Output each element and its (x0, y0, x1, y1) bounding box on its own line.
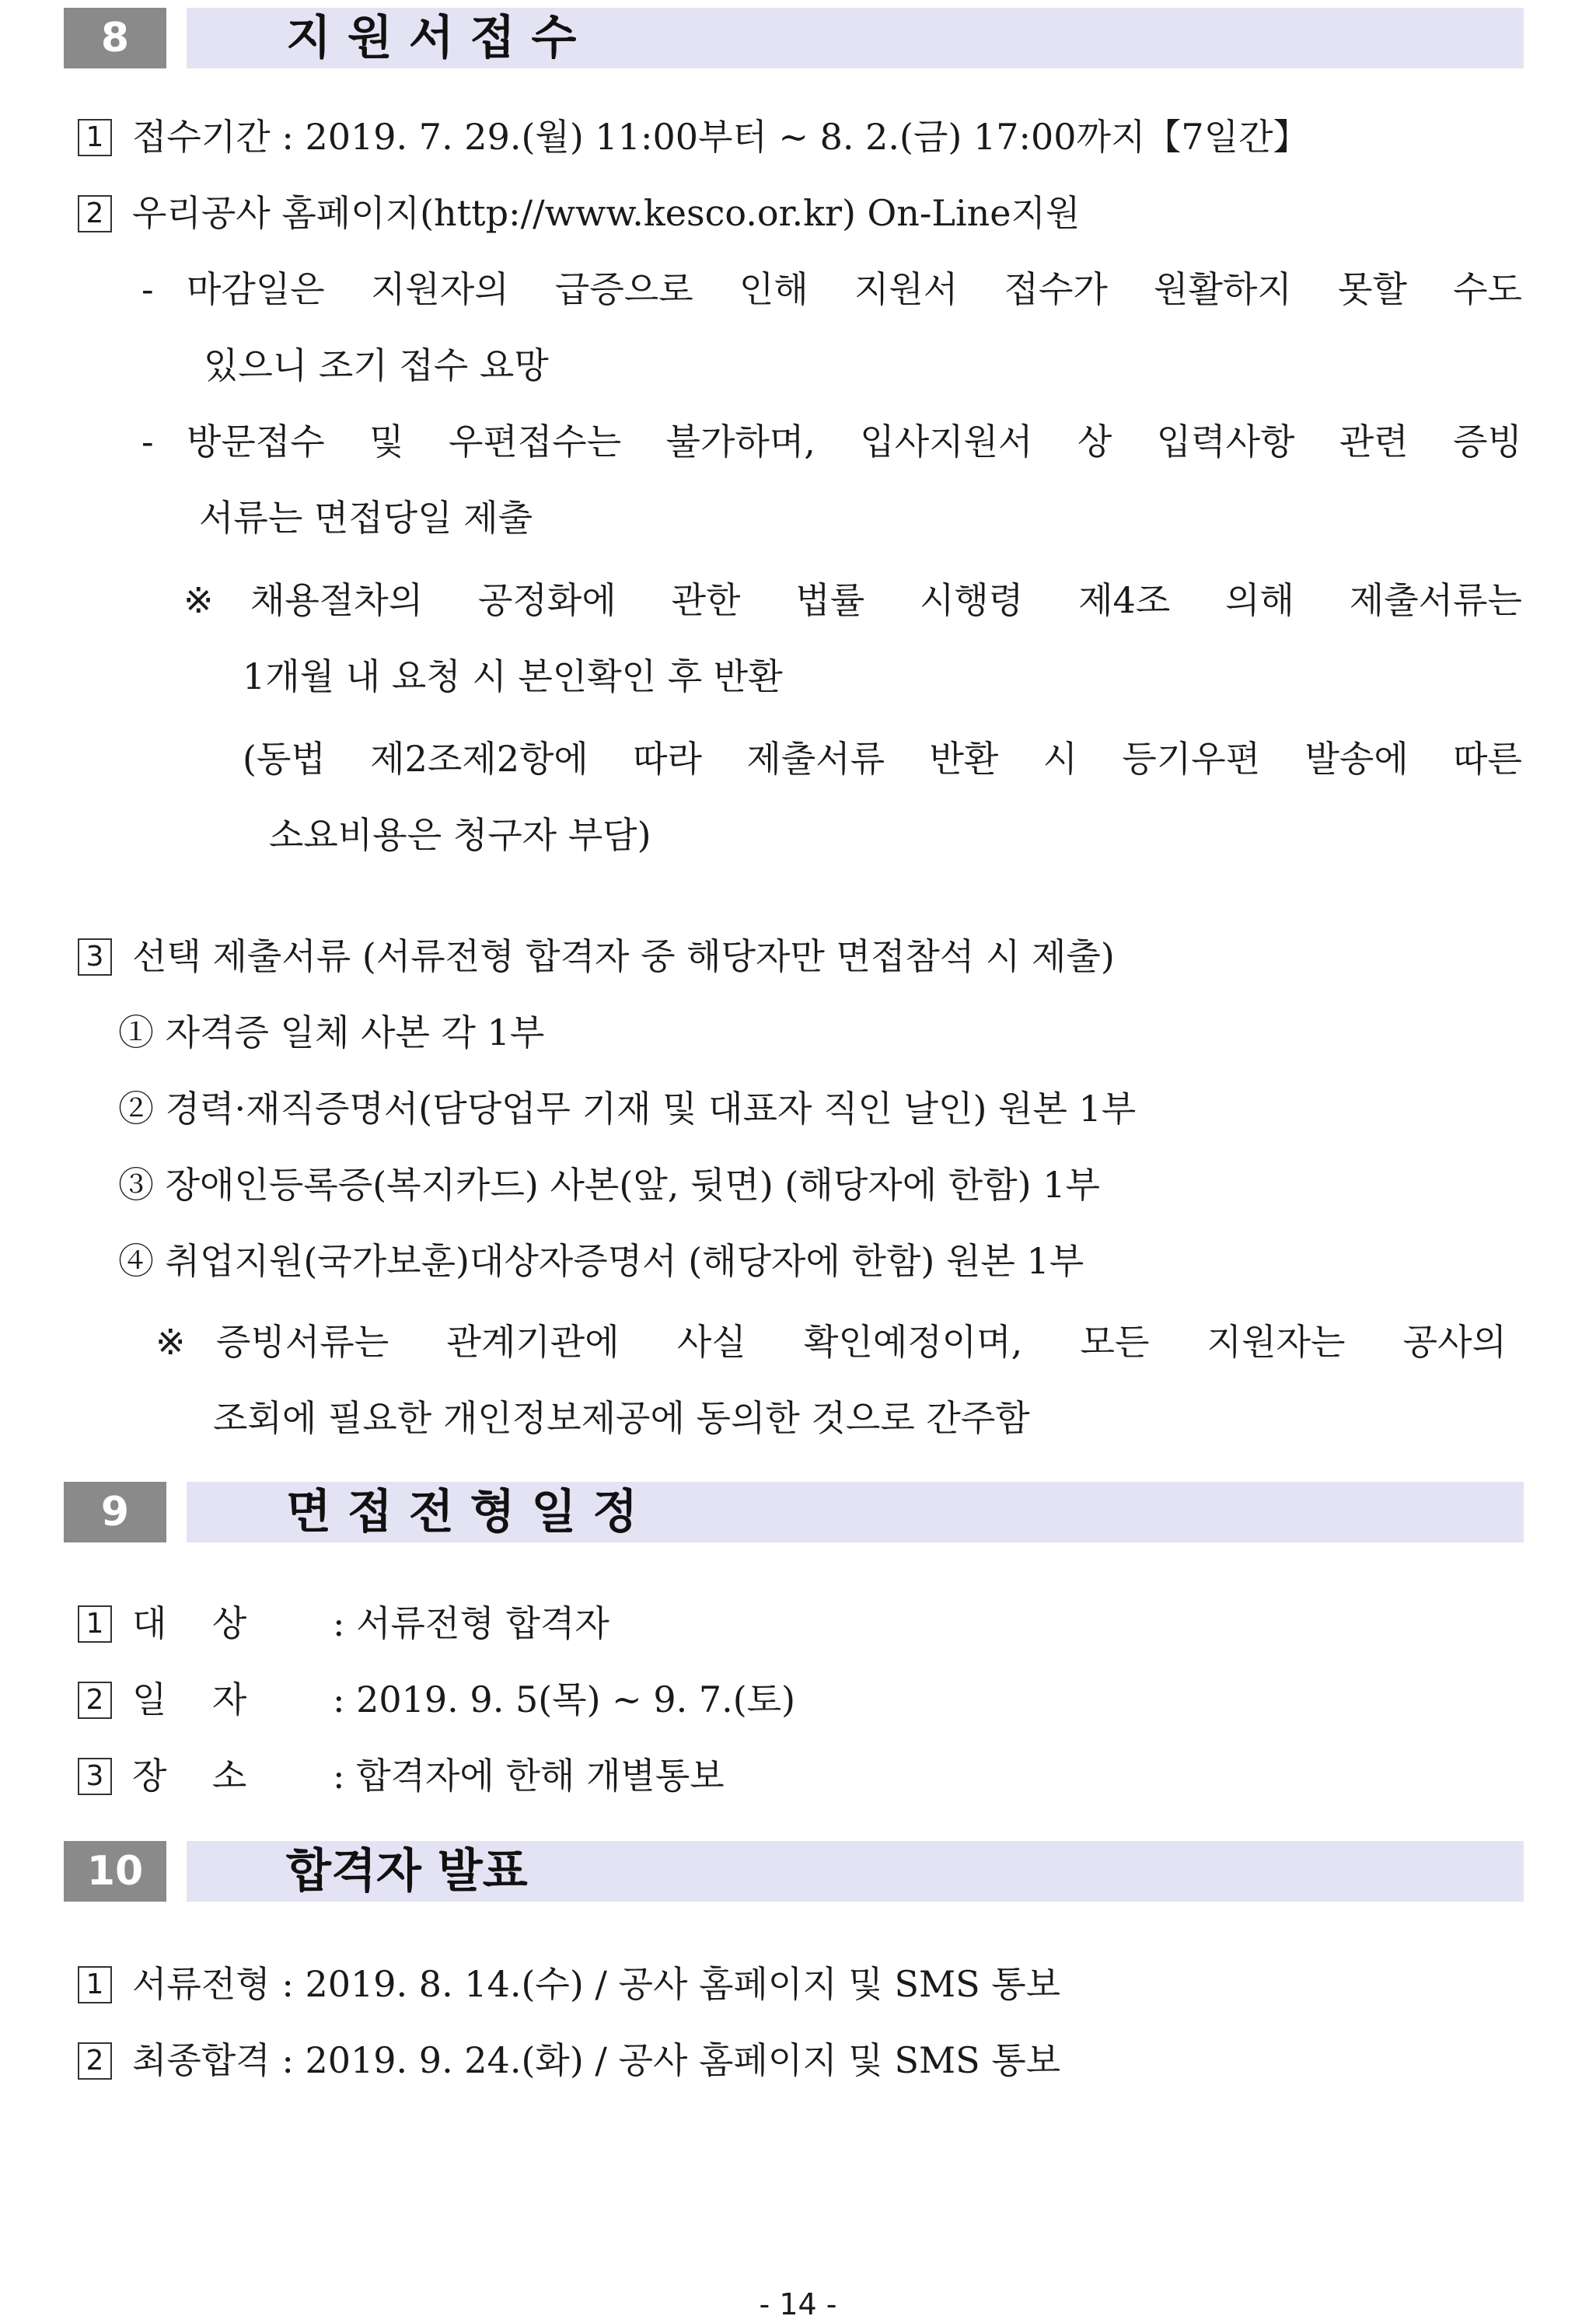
note-text-continued: 조회에 필요한 개인정보제공에 동의한 것으로 간주함 (213, 1397, 1030, 1439)
list-item (78, 1676, 795, 1723)
section-title: 지 원 서 접 수 (286, 11, 577, 65)
item-number-box: 2 (78, 2042, 112, 2080)
list-item (78, 1961, 1060, 2007)
note-marker: ※ (155, 1321, 186, 1363)
list-item (141, 266, 154, 313)
item-text-continued: 서류는 면접당일 제출 (199, 497, 533, 539)
sub-item: ④ 취업지원(국가보훈)대상자증명서 (해당자에 한함) 원본 1부 (118, 1240, 1084, 1282)
note-text-continued: 소요비용은 청구자 부담) (269, 814, 651, 856)
section-number: 10 (64, 1841, 166, 1902)
sub-item: ③ 장애인등록증(복지카드) 사본(앞, 뒷면) (해당자에 한함) 1부 (118, 1164, 1100, 1206)
item-label: 대 상 (132, 1602, 247, 1644)
list-item (78, 933, 1115, 980)
note-text-continued: 1개월 내 요청 시 본인확인 후 반환 (243, 655, 783, 697)
item-number-box: 3 (78, 1758, 112, 1795)
section-10-header (64, 1841, 1524, 1902)
item-number-box: 2 (78, 1682, 112, 1719)
item-number-box: 1 (78, 1605, 112, 1643)
section-title: 합격자 발표 (286, 1844, 528, 1899)
note-text: (동법 제2조제2항에 따라 제출서류 반환 시 등기우편 발송에 따른 (243, 738, 1522, 780)
section-number: 8 (64, 8, 166, 68)
list-item (141, 418, 154, 465)
item-number-box: 2 (78, 195, 112, 232)
page-number: - 14 - (759, 2287, 837, 2321)
list-item (78, 2037, 1060, 2084)
item-text: 마감일은 지원자의 급증으로 인해 지원서 접수가 원활하지 못할 수도 (187, 268, 1522, 310)
sub-item: ② 경력·재직증명서(담당업무 기재 및 대표자 직인 날인) 원본 1부 (118, 1088, 1137, 1130)
note-marker: ※ (183, 579, 214, 621)
section-8-header (64, 8, 1524, 68)
section-title-bar (187, 1482, 1524, 1542)
item-number-box: 1 (78, 1966, 112, 2003)
item-text: : 합격자에 한해 개별통보 (333, 1755, 725, 1797)
list-item (78, 1752, 725, 1799)
note-text: 증빙서류는 관계기관에 사실 확인예정이며, 모든 지원자는 공사의 (216, 1321, 1507, 1363)
section-title-bar (187, 1841, 1524, 1902)
item-label: 장 소 (132, 1755, 247, 1797)
item-text: 접수기간 : 2019. 7. 29.(월) 11:00부터 ~ 8. 2.(금) 17:00까지【7일간】 (132, 116, 1309, 158)
item-text-continued: 있으니 조기 접수 요망 (204, 344, 549, 386)
dash-marker: - (141, 421, 154, 463)
note-text: 채용절차의 공정화에 관한 법률 시행령 제4조 의해 제출서류는 (250, 579, 1522, 621)
item-text: : 2019. 9. 5(목) ~ 9. 7.(토) (333, 1678, 796, 1720)
dash-marker: - (141, 268, 154, 310)
section-number: 9 (64, 1482, 166, 1542)
list-item (78, 1600, 609, 1647)
item-number-box: 1 (78, 119, 112, 156)
item-text: 방문접수 및 우편접수는 불가하며, 입사지원서 상 입력사항 관련 증빙 (187, 421, 1522, 463)
list-item (78, 190, 1080, 236)
item-text: 선택 제출서류 (서류전형 합격자 중 해당자만 면접참석 시 제출) (132, 935, 1115, 977)
item-text: 우리공사 홈페이지(http://www.kesco.or.kr) On-Line지원 (132, 192, 1081, 234)
section-title: 면 접 전 형 일 정 (286, 1485, 638, 1539)
item-text: : 서류전형 합격자 (333, 1602, 609, 1644)
list-item (78, 114, 1309, 160)
item-number-box: 3 (78, 938, 112, 976)
section-9-header (64, 1482, 1524, 1542)
section-title-bar (187, 8, 1524, 68)
item-text: 서류전형 : 2019. 8. 14.(수) / 공사 홈페이지 및 SMS 통보 (132, 1963, 1061, 2005)
item-text: 최종합격 : 2019. 9. 24.(화) / 공사 홈페이지 및 SMS 통보 (132, 2039, 1061, 2081)
item-label: 일 자 (132, 1678, 247, 1720)
sub-item: ① 자격증 일체 사본 각 1부 (118, 1011, 545, 1053)
